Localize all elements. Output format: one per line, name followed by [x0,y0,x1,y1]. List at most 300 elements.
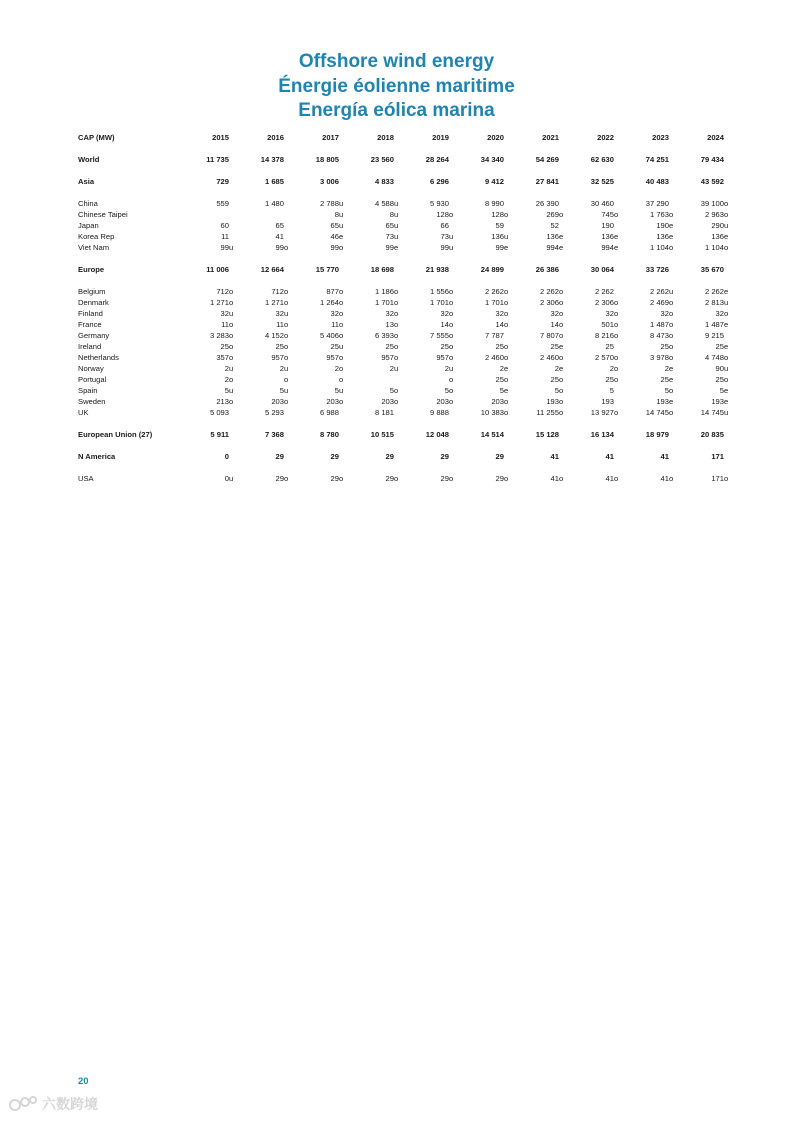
watermark-text: 六数跨境 [42,1097,98,1113]
value-cell: 16 134 [590,430,614,439]
flag-cell: o [284,474,289,483]
flag-cell: e [504,386,509,395]
spacer-cell [78,165,732,176]
flag-cell [449,198,457,209]
value-cell: 39 100 [700,199,724,208]
header-flag-spacer [394,132,402,143]
value-cell: 5 [224,386,229,395]
header-flag-spacer [559,132,567,143]
country-label: Viet Nam [78,243,110,252]
country-label: Korea Rep [78,232,115,241]
value-cell: 8 181 [374,408,394,417]
flag-cell: o [339,298,344,307]
value-cell: 2 469 [649,298,669,307]
value-cell: 4 152 [264,331,284,340]
header-year: 2019 [432,133,449,142]
value-cell: 32 [605,309,614,318]
flag-cell: o [504,397,509,406]
flag-cell: o [669,210,674,219]
value-cell: 9 412 [484,177,504,186]
country-label: Ireland [78,342,102,351]
flag-cell: o [724,199,729,208]
value-cell: 7 555 [429,331,449,340]
spacer-cell [78,440,732,451]
value-cell: 29 [330,474,339,483]
flag-cell: u [449,232,454,241]
flag-cell [339,176,347,187]
flag-cell: o [449,397,454,406]
country-row [78,242,732,253]
value-cell: 193 [601,397,614,406]
flag-cell: o [229,397,234,406]
value-cell: 1 556 [429,287,449,296]
value-cell: 1 487 [704,320,724,329]
flag-cell: o [724,210,729,219]
header-flag-spacer [339,132,347,143]
value-cell: 60 [220,221,229,230]
header-year: 2017 [322,133,339,142]
flag-cell [724,154,732,165]
value-cell: 190 [601,221,614,230]
value-cell: 99 [330,243,339,252]
flag-cell: o [449,474,454,483]
flag-cell [339,264,347,275]
flag-cell: o [614,474,619,483]
flag-cell [284,176,292,187]
flag-cell: o [669,353,674,362]
value-cell: 203 [271,397,284,406]
value-cell: 20 835 [700,430,724,439]
flag-cell: e [559,342,564,351]
value-cell: 6 393 [374,331,394,340]
value-cell: 5 [279,386,284,395]
value-cell: 14 [550,320,559,329]
flag-cell: o [559,375,564,384]
value-cell: 26 386 [535,265,559,274]
flag-cell: o [394,298,399,307]
flag-cell: o [559,331,564,340]
flag-cell [559,154,567,165]
value-cell: 193 [546,397,559,406]
flag-cell: o [339,474,344,483]
flag-cell [724,330,732,341]
value-cell: 32 [385,309,394,318]
value-cell: 2 306 [539,298,559,307]
value-cell: 66 [440,221,449,230]
value-cell: 25 [660,342,669,351]
value-cell: 14 745 [700,408,724,417]
flag-cell: o [394,474,399,483]
flag-cell: o [504,342,509,351]
value-cell: 25 [715,342,724,351]
value-cell: 25 [495,342,504,351]
flag-cell [449,220,457,231]
country-row [78,341,732,352]
flag-cell: o [724,375,729,384]
total-row [78,154,732,165]
flag-cell: e [724,320,729,329]
value-cell: 41 [550,452,559,461]
country-label: Chinese Taipei [78,210,128,219]
flag-cell [449,264,457,275]
value-cell: 29 [385,474,394,483]
value-cell: 32 [220,309,229,318]
flag-cell: o [504,353,509,362]
flag-cell: u [394,199,399,208]
country-row [78,330,732,341]
title-spanish: Energía eólica marina [298,100,495,121]
country-row [78,473,732,484]
flag-cell: o [669,408,674,417]
country-label: Norway [78,364,104,373]
flag-cell: e [339,232,344,241]
flag-cell: o [449,386,454,395]
flag-cell [559,198,567,209]
value-cell: 136 [711,232,724,241]
value-cell: 10 383 [480,408,504,417]
value-cell: 9 215 [704,331,724,340]
value-cell: 5 406 [319,331,339,340]
value-cell: 9 888 [429,408,449,417]
country-label: China [78,199,98,208]
flag-cell [724,176,732,187]
flag-cell [504,198,512,209]
flag-cell: u [339,210,344,219]
header-flag-spacer [284,132,292,143]
value-cell: 14 514 [480,430,504,439]
spacer-cell [78,462,732,473]
spacer-row [78,418,732,429]
flag-cell: o [394,287,399,296]
value-cell: 90 [715,364,724,373]
value-cell: 2 813 [704,298,724,307]
flag-cell [229,407,237,418]
flag-cell: o [614,320,619,329]
value-cell: 1 701 [374,298,394,307]
flag-cell: o [229,331,234,340]
value-cell: 6 988 [319,408,339,417]
header-row [78,132,732,143]
flag-cell [394,176,402,187]
value-cell: 32 [495,309,504,318]
value-cell: 25 [660,375,669,384]
flag-cell [284,220,292,231]
flag-cell: o [449,353,454,362]
flag-cell: o [284,331,289,340]
flag-cell [559,176,567,187]
value-cell: 99 [440,243,449,252]
header-year: 2015 [212,133,229,142]
flag-cell: o [394,397,399,406]
flag-cell: u [449,243,454,252]
value-cell: 65 [330,221,339,230]
flag-cell: o [449,375,454,384]
value-cell: 12 048 [425,430,449,439]
value-cell: 30 460 [590,199,614,208]
total-label: N America [78,452,116,461]
value-cell: 25 [495,375,504,384]
value-cell: 1 186 [374,287,394,296]
value-cell: 136 [601,232,614,241]
value-cell: 0 [224,452,229,461]
flag-cell [669,429,677,440]
flag-cell: o [449,287,454,296]
flag-cell: u [339,342,344,351]
value-cell: 29 [275,474,284,483]
country-label: USA [78,474,94,483]
value-cell: 1 480 [264,199,284,208]
total-row [78,451,732,462]
flag-cell: o [284,397,289,406]
value-cell: 5 930 [429,199,449,208]
flag-cell: e [724,386,729,395]
value-cell: 25 [605,375,614,384]
value-cell: 2 788 [319,199,339,208]
flag-cell [339,407,347,418]
value-cell: 32 [660,309,669,318]
value-cell: 59 [495,221,504,230]
value-cell: 15 128 [535,430,559,439]
flag-cell: o [559,309,564,318]
value-cell: 99 [495,243,504,252]
flag-cell: o [614,309,619,318]
value-cell: 27 841 [535,177,559,186]
flag-cell [229,264,237,275]
value-cell: 74 251 [645,155,669,164]
flag-cell: o [669,474,674,483]
flag-cell: e [724,232,729,241]
flag-cell: o [449,320,454,329]
value-cell: 73 [440,232,449,241]
flag-cell [284,209,292,220]
flag-cell [229,209,237,220]
flag-cell: o [284,243,289,252]
value-cell: 5 [389,386,394,395]
value-cell: 5 093 [209,408,229,417]
country-row [78,220,732,231]
total-row [78,264,732,275]
flag-cell: u [394,364,399,373]
flag-cell [284,264,292,275]
flag-cell: o [559,210,564,219]
flag-cell: o [669,298,674,307]
value-cell: 2 570 [594,353,614,362]
flag-cell: o [614,298,619,307]
flag-cell [449,451,457,462]
flag-cell: o [449,342,454,351]
country-label: Germany [78,331,110,340]
value-cell: 25 [385,342,394,351]
flag-cell: o [669,331,674,340]
flag-cell: o [449,298,454,307]
value-cell: 128 [436,210,449,219]
value-cell: 5 [609,386,614,395]
country-row [78,231,732,242]
value-cell: 171 [711,474,724,483]
flag-cell: o [559,353,564,362]
flag-cell: u [394,221,399,230]
total-label: European Union (27) [78,430,153,439]
value-cell: 29 [495,452,504,461]
flag-cell: u [339,221,344,230]
value-cell: 2 [499,364,504,373]
value-cell: 23 560 [370,155,394,164]
value-cell: 26 390 [535,199,559,208]
flag-cell [559,429,567,440]
header-year: 2023 [652,133,669,142]
value-cell: 4 748 [704,353,724,362]
value-cell: 136 [546,232,559,241]
value-cell: 5 293 [264,408,284,417]
value-cell: 29 [495,474,504,483]
value-cell: 41 [275,232,284,241]
flag-cell: o [724,309,729,318]
flag-cell [504,429,512,440]
value-cell: 40 483 [645,177,669,186]
flag-cell: e [669,375,674,384]
value-cell: 8 473 [649,331,669,340]
value-cell: 11 006 [206,265,229,274]
value-cell: 2 262 [594,287,614,296]
flag-cell [559,220,567,231]
flag-cell: o [614,408,619,417]
flag-cell [229,429,237,440]
value-cell [182,209,229,220]
flag-cell: o [614,331,619,340]
flag-cell [724,451,732,462]
value-cell: 2 262 [649,287,669,296]
value-cell: 2 [664,364,669,373]
total-row [78,429,732,440]
flag-cell: o [394,309,399,318]
value-cell: 29 [275,452,284,461]
flag-cell: u [229,474,234,483]
flag-cell: o [229,320,234,329]
flag-cell: e [504,364,509,373]
capacity-table [78,132,732,495]
flag-cell [614,429,622,440]
flag-cell: o [339,331,344,340]
flag-cell [614,341,622,352]
header-year: 2024 [707,133,724,142]
header-flag-spacer [504,132,512,143]
flag-cell: u [669,287,674,296]
value-cell: 14 [440,320,449,329]
flag-cell [449,407,457,418]
value-cell: 25 [440,342,449,351]
spacer-cell [78,484,732,495]
value-cell: 13 [385,320,394,329]
value-cell: 29 [385,452,394,461]
value-cell: 11 255 [536,408,559,417]
value-cell: 10 515 [370,430,394,439]
flag-cell: o [669,342,674,351]
value-cell: 29 [440,474,449,483]
flag-cell: o [504,309,509,318]
value-cell: 34 340 [480,155,504,164]
flag-cell [449,154,457,165]
value-cell: 65 [275,221,284,230]
value-cell: 4 833 [374,177,394,186]
flag-cell [559,264,567,275]
value-cell: 3 006 [319,177,339,186]
value-cell: 41 [605,452,614,461]
flag-cell [504,451,512,462]
value-cell: 501 [601,320,614,329]
flag-cell [724,429,732,440]
value-cell: 1 701 [429,298,449,307]
flag-cell: o [394,386,399,395]
flag-cell: o [339,243,344,252]
flag-cell: o [559,298,564,307]
flag-cell [394,429,402,440]
flag-cell [504,220,512,231]
value-cell: 712 [216,287,229,296]
flag-cell [394,374,402,385]
flag-cell: u [229,309,234,318]
value-cell: 32 525 [590,177,614,186]
flag-cell [284,154,292,165]
country-row [78,308,732,319]
flag-cell: u [229,364,234,373]
country-label: France [78,320,102,329]
country-label: Japan [78,221,99,230]
flag-cell: o [614,353,619,362]
value-cell: 30 064 [590,265,614,274]
country-row [78,363,732,374]
value-cell: 25 [550,342,559,351]
value-cell: 14 745 [645,408,669,417]
flag-cell: o [504,375,509,384]
value-cell: 136 [491,232,504,241]
spacer-row [78,143,732,154]
flag-cell [504,330,512,341]
flag-cell [394,407,402,418]
value-cell: 18 979 [645,430,669,439]
flag-cell: o [614,364,619,373]
value-cell: 2 [444,364,449,373]
country-row [78,352,732,363]
value-cell: 2 460 [484,353,504,362]
country-row [78,286,732,297]
title-english: Offshore wind energy [298,51,495,72]
flag-cell: o [504,298,509,307]
value-cell: 32 [715,309,724,318]
value-cell: 73 [385,232,394,241]
flag-cell: o [559,287,564,296]
spacer-cell [78,418,732,429]
header-year: 2021 [542,133,559,142]
value-cell: 25 [220,342,229,351]
value-cell: 29 [440,452,449,461]
total-label: Europe [78,265,105,274]
value-cell: 5 [334,386,339,395]
total-row [78,176,732,187]
flag-cell: u [229,386,234,395]
flag-cell: e [724,342,729,351]
flag-cell: o [284,298,289,307]
value-cell: 29 [330,452,339,461]
flag-cell: o [284,342,289,351]
value-cell: 99 [275,243,284,252]
value-cell: 357 [216,353,229,362]
flag-cell [449,176,457,187]
value-cell: 65 [385,221,394,230]
value-cell: 32 [275,309,284,318]
flag-cell [394,264,402,275]
flag-cell [229,198,237,209]
value-cell: 43 592 [700,177,724,186]
